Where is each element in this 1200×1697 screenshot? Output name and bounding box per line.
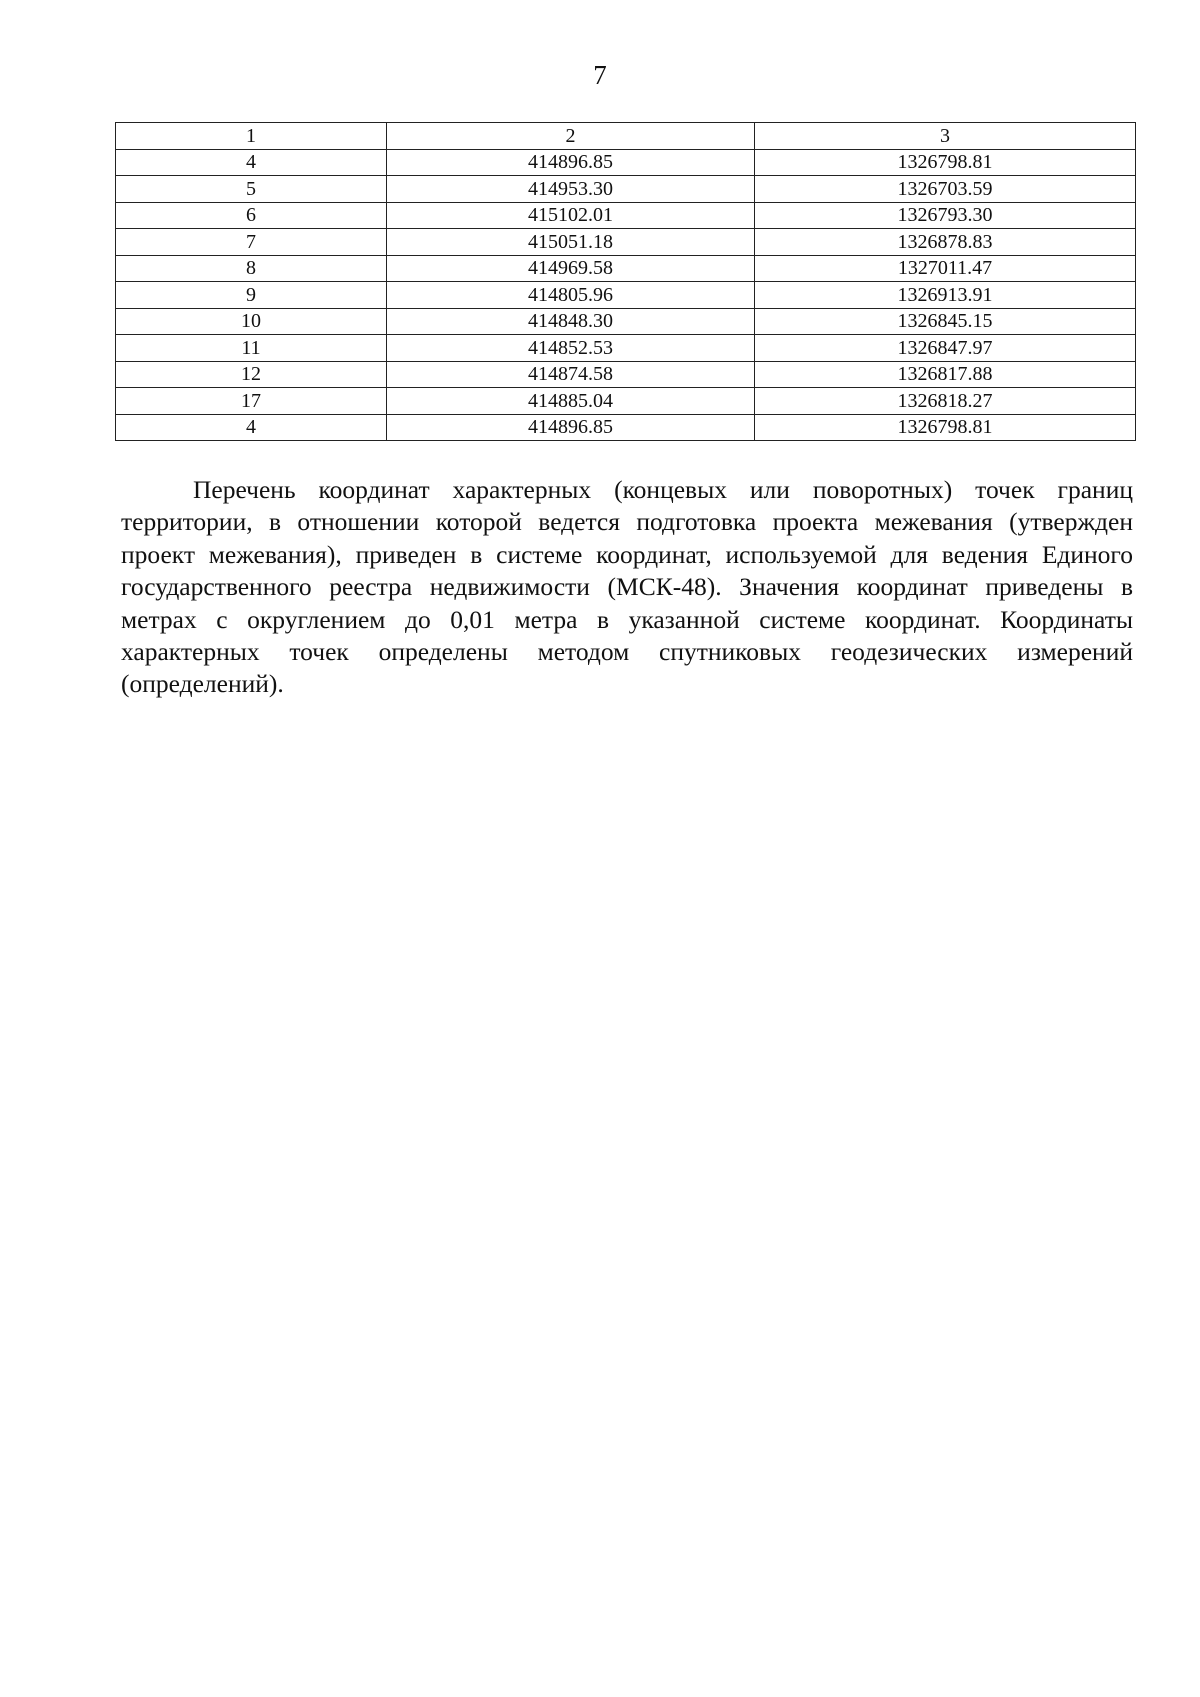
- point-number-cell: 4: [116, 149, 387, 176]
- y-coordinate-cell: 1326913.91: [755, 282, 1136, 309]
- point-number-cell: 10: [116, 308, 387, 335]
- y-coordinate-cell: 1326798.81: [755, 149, 1136, 176]
- x-coordinate-cell: 414874.58: [387, 361, 755, 388]
- column-number-2: 2: [387, 123, 755, 150]
- y-coordinate-cell: 1326793.30: [755, 202, 1136, 229]
- point-number-cell: 11: [116, 335, 387, 362]
- table-row: [116, 282, 1136, 309]
- x-coordinate-cell: 414896.85: [387, 149, 755, 176]
- point-number-cell: 7: [116, 229, 387, 256]
- table-row: [116, 176, 1136, 203]
- x-coordinate-cell: 414896.85: [387, 414, 755, 441]
- x-coordinate-cell: 414969.58: [387, 255, 755, 282]
- table-row: [116, 229, 1136, 256]
- table-row: [116, 335, 1136, 362]
- point-number-cell: 8: [116, 255, 387, 282]
- coordinates-table: [115, 122, 1136, 441]
- column-number-1: 1: [116, 123, 387, 150]
- body-paragraph: Перечень координат характерных (концевых или поворотных) точек границ территории, в отношении которой ведется подготовка проекта межевания (утвержден проект межевания), приведен в системе координат, используемой для ведения Единого государственного реестра недвижимости (МСК-48). Значения координат приведены в метрах с округлением до 0,01 метра в указанной системе координат. Координаты характерных точек определены методом спутниковых геодезических измерений (определений).: [121, 475, 1133, 699]
- x-coordinate-cell: 414852.53: [387, 335, 755, 362]
- y-coordinate-cell: 1327011.47: [755, 255, 1136, 282]
- point-number-cell: 9: [116, 282, 387, 309]
- x-coordinate-cell: 414848.30: [387, 308, 755, 335]
- y-coordinate-cell: 1326798.81: [755, 414, 1136, 441]
- point-number-cell: 17: [116, 388, 387, 415]
- column-number-3: 3: [755, 123, 1136, 150]
- point-number-cell: 5: [116, 176, 387, 203]
- x-coordinate-cell: 414953.30: [387, 176, 755, 203]
- point-number-cell: 4: [116, 414, 387, 441]
- table-row: [116, 202, 1136, 229]
- y-coordinate-cell: 1326703.59: [755, 176, 1136, 203]
- x-coordinate-cell: 414805.96: [387, 282, 755, 309]
- page-number: 7: [593, 60, 607, 90]
- point-number-cell: 12: [116, 361, 387, 388]
- table-row: [116, 255, 1136, 282]
- table-header-row: [116, 123, 1136, 150]
- table-row: [116, 149, 1136, 176]
- y-coordinate-cell: 1326817.88: [755, 361, 1136, 388]
- x-coordinate-cell: 415051.18: [387, 229, 755, 256]
- y-coordinate-cell: 1326878.83: [755, 229, 1136, 256]
- y-coordinate-cell: 1326845.15: [755, 308, 1136, 335]
- x-coordinate-cell: 415102.01: [387, 202, 755, 229]
- y-coordinate-cell: 1326818.27: [755, 388, 1136, 415]
- x-coordinate-cell: 414885.04: [387, 388, 755, 415]
- table-row: [116, 388, 1136, 415]
- point-number-cell: 6: [116, 202, 387, 229]
- table-row: [116, 414, 1136, 441]
- y-coordinate-cell: 1326847.97: [755, 335, 1136, 362]
- table-row: [116, 361, 1136, 388]
- table-row: [116, 308, 1136, 335]
